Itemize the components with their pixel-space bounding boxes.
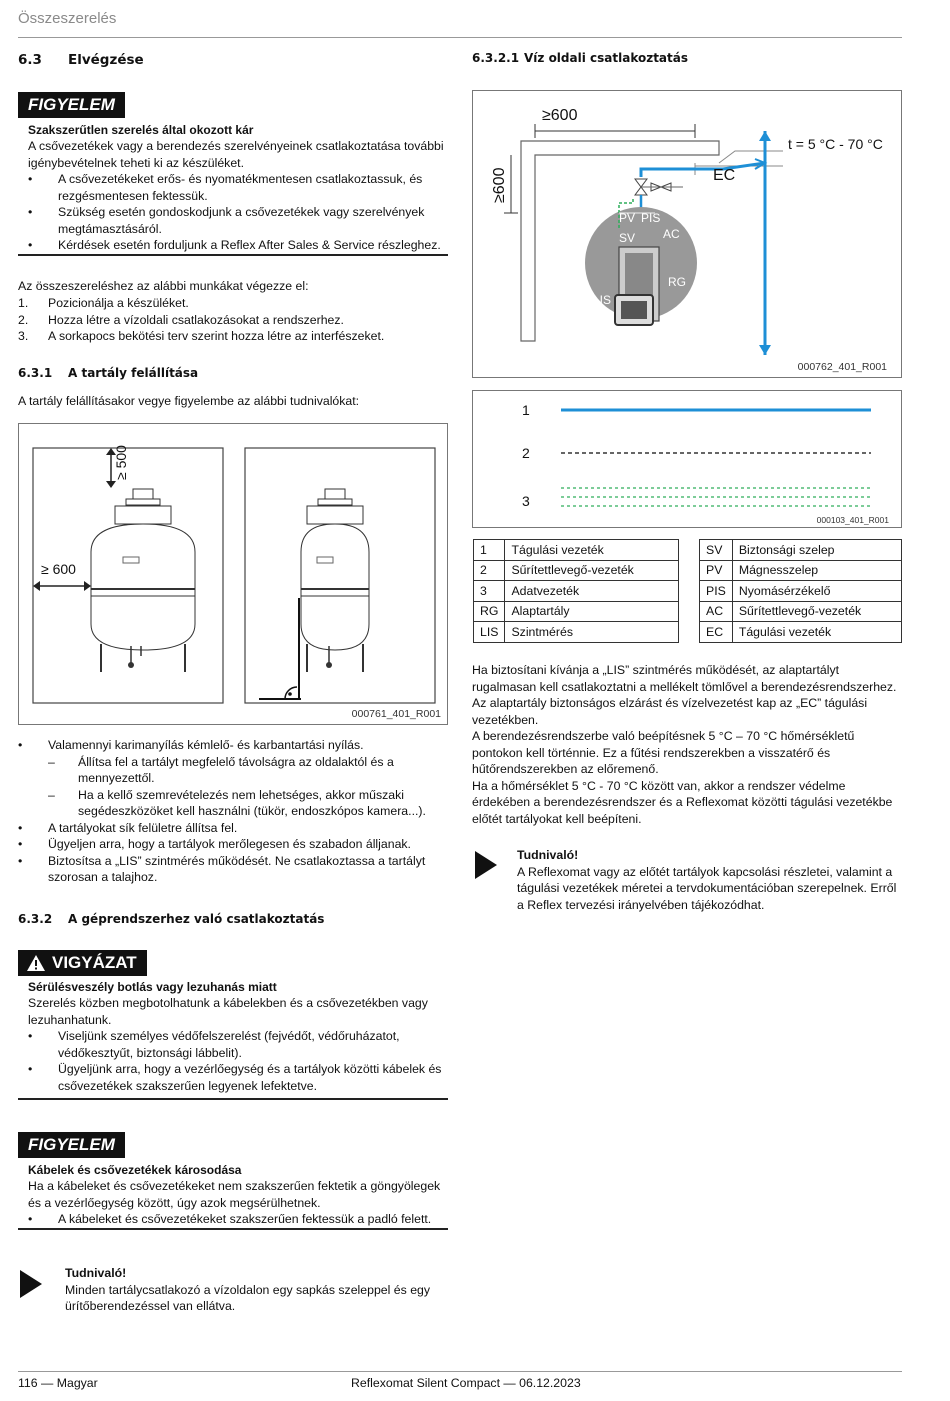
- notice-bullet: • A csővezetékeket erős- és nyomatékmentesen csatlakoztassuk, és rezgésmentesen fektessük.: [28, 171, 448, 204]
- lis-label: LIS: [593, 293, 612, 307]
- section-6-3-1-intro: A tartály felállításakor vegye figyelembe az alábbi tudnivalókat:: [18, 394, 360, 408]
- note-arrow-icon: [20, 1270, 42, 1298]
- caution-bullet: • Ügyeljünk arra, hogy a vezérlőegység és a tartályok közötti kábelek és csővezetékek szakszerűen legyenek lefektetve.: [28, 1061, 448, 1094]
- caution-bullet: • Viseljünk személyes védőfelszerelést (fejvédőt, védőruházatot, védőkesztyűt, biztonsági lábbelit).: [28, 1028, 448, 1061]
- dim-side-label: ≥600: [491, 167, 508, 203]
- notice-tag: FIGYELEM: [18, 92, 125, 118]
- notice-title: Szakszerűtlen szerelés által okozott kár: [28, 123, 254, 137]
- dim-side-label: ≥ 600: [41, 561, 76, 577]
- line-types-figure: [472, 390, 902, 528]
- tank-left-drawing: [91, 489, 195, 672]
- running-header: Összeszerelés: [18, 10, 117, 27]
- notice-bullet: • Kérdések esetén forduljunk a Reflex After Sales & Service részleghez.: [28, 237, 448, 254]
- legend-table-left: [473, 539, 679, 643]
- list-item: • A tartályokat sík felületre állítsa fel.: [18, 820, 448, 837]
- section-6-3-1-heading: 6.3.1 A tartály felállítása: [18, 366, 199, 380]
- paragraph: Az alaptartály biztonságos elzárást és vízelvezetést kap az „EC” tágulási vezetékben.: [472, 696, 868, 727]
- table-row: SV Biztonsági szelep: [700, 540, 902, 561]
- notice-title: Kábelek és csővezetékek károsodása: [28, 1163, 242, 1177]
- dim-top-label: ≥600: [542, 107, 578, 124]
- caution-body: Szerelés közben megbotolhatunk a kábelekben és a csővezetékben vagy lezuhanhatunk.: [28, 996, 428, 1027]
- paragraph: A berendezésrendszerbe való beépítésnek 5 °C – 70 °C hőmérsékletű pontokon kell történnie. Ez a fűtési rendszerekben a visszatérő és hűtőrendszerekben az előremenő.: [472, 729, 855, 776]
- line-label-3: 3: [522, 493, 530, 509]
- table-row: 1 Tágulási vezeték: [474, 540, 679, 561]
- tank-right-drawing: [301, 489, 369, 672]
- table-row: 3 Adatvezeték: [474, 581, 679, 602]
- notice-tag: FIGYELEM: [18, 1132, 125, 1158]
- list-item: • Ügyeljen arra, hogy a tartályok merőlegesen és szabadon álljanak.: [18, 836, 448, 853]
- notice-bullet: • A kábeleket és csővezetékeket szakszerűen fektessük a padló felett.: [28, 1211, 448, 1228]
- notice-body: Ha a kábeleket és csővezetékeket nem szakszerűen fektetik a göngyölegek és a vezérlőegység között, úgy azok megsérülhetnek.: [28, 1179, 441, 1210]
- caution-tag: VIGYÁZAT: [18, 950, 147, 976]
- paragraph: Ha a hőmérséklet 5 °C - 70 °C között van, akkor a rendszer védelme érdekében a berendezésrendszer és a Reflexomat közötti tágulási vezetékbe előtét tartályokat kell beépíteni.: [472, 778, 893, 826]
- placement-bullets: [18, 737, 448, 886]
- table-row: LIS Szintmérés: [474, 622, 679, 643]
- figure-code: 000103_401_R001: [816, 515, 889, 525]
- figure-code: 000762_401_R001: [797, 361, 887, 373]
- paragraph: Ha biztosítani kívánja a „LIS” szintmérés működését, az alaptartályt rugalmasan kell csatlakoztatni a mellékelt tömlővel a berendezésrendszerhez.: [472, 663, 897, 694]
- list-item: – Állítsa fel a tartályt megfelelő távolságra az oldalaktól és a mennyezettől.: [18, 754, 448, 787]
- list-item: – Ha a kellő szemrevételezés nem lehetséges, akkor műszaki segédeszközöket kell használni (tükör, endoszkópos kamera...).: [18, 787, 448, 820]
- right-paragraphs: [472, 662, 902, 827]
- table-row: AC Sűrítettlevegő-vezeték: [700, 601, 902, 622]
- notice-box-2: [18, 1132, 448, 1230]
- footer-page: 116 — Magyar: [18, 1376, 98, 1390]
- line-label-1: 1: [522, 402, 530, 418]
- water-connection-figure: [472, 90, 902, 378]
- ec-label: EC: [713, 167, 736, 184]
- footer-doc: Reflexomat Silent Compact — 06.12.2023: [351, 1376, 581, 1390]
- list-item: • Biztosítsa a „LIS” szintmérés működését. Ne csatlakoztassa a tartályt szorosan a talajhoz.: [18, 853, 448, 886]
- warning-triangle-icon: [26, 954, 46, 972]
- rg-label: RG: [668, 275, 686, 289]
- steps-list: 1. Pozicionálja a készüléket. 2. Hozza létre a vízoldali csatlakozásokat a rendszerhez. 3. A sorkapocs bekötési terv szerint hozza létre az interfészeket.: [18, 296, 385, 343]
- line-label-2: 2: [522, 445, 530, 461]
- temperature-label: t = 5 °C - 70 °C: [788, 136, 883, 152]
- section-6-3-2-heading: 6.3.2 A géprendszerhez való csatlakoztatás: [18, 912, 325, 926]
- table-row: PV Mágnesszelep: [700, 560, 902, 581]
- note-right: Tudnivaló! A Reflexomat vagy az előtét tartályok kapcsolási részletei, valamint a tágulási vezetékek méretei a tervdokumentációban szerepelnek. Erről a Reflex tervezési irányelvében tájékozódhat.: [517, 848, 897, 912]
- note-arrow-icon: [475, 851, 497, 879]
- header-rule: [18, 37, 902, 38]
- table-row: EC Tágulási vezeték: [700, 622, 902, 643]
- dim-top-label: ≥ 500: [113, 445, 129, 480]
- ac-label: AC: [663, 227, 680, 241]
- notice-bullet: • Szükség esetén gondoskodjunk a csővezetékek vagy szerelvények megtámasztásáról.: [28, 204, 448, 237]
- pv-label: PV: [619, 211, 636, 225]
- figure-code: 000761_401_R001: [351, 708, 441, 720]
- note-left: Tudnivaló! Minden tartálycsatlakozó a vízoldalon egy sapkás szeleppel és egy ürítőberendezéssel van ellátva.: [65, 1266, 431, 1313]
- list-item: • Valamennyi karimanyílás kémlelő- és karbantartási nyílás.: [18, 737, 448, 754]
- pis-label: PIS: [641, 211, 661, 225]
- notice-box-1: [18, 92, 448, 256]
- section-6-3-heading: 6.3 Elvégzése: [18, 52, 144, 68]
- tank-placement-figure: [18, 423, 448, 725]
- sv-label: SV: [619, 231, 636, 245]
- caution-box: [18, 950, 448, 1100]
- table-row: 2 Sűrítettlevegő-vezeték: [474, 560, 679, 581]
- footer-rule: [18, 1371, 902, 1372]
- legend-table-right: [699, 539, 902, 643]
- caution-title: Sérülésveszély botlás vagy lezuhanás miatt: [28, 980, 277, 994]
- notice-body: A csővezetékek vagy a berendezés szerelvényeinek csatlakoztatása további igénybevételnek teheti ki az készüléket.: [28, 139, 444, 170]
- steps-intro: Az összeszereléshez az alábbi munkákat végezze el:: [18, 279, 309, 293]
- table-row: RG Alaptartály: [474, 601, 679, 622]
- section-6-3-2-1-heading: 6.3.2.1 Víz oldali csatlakoztatás: [472, 51, 689, 65]
- table-row: PIS Nyomásérzékelő: [700, 581, 902, 602]
